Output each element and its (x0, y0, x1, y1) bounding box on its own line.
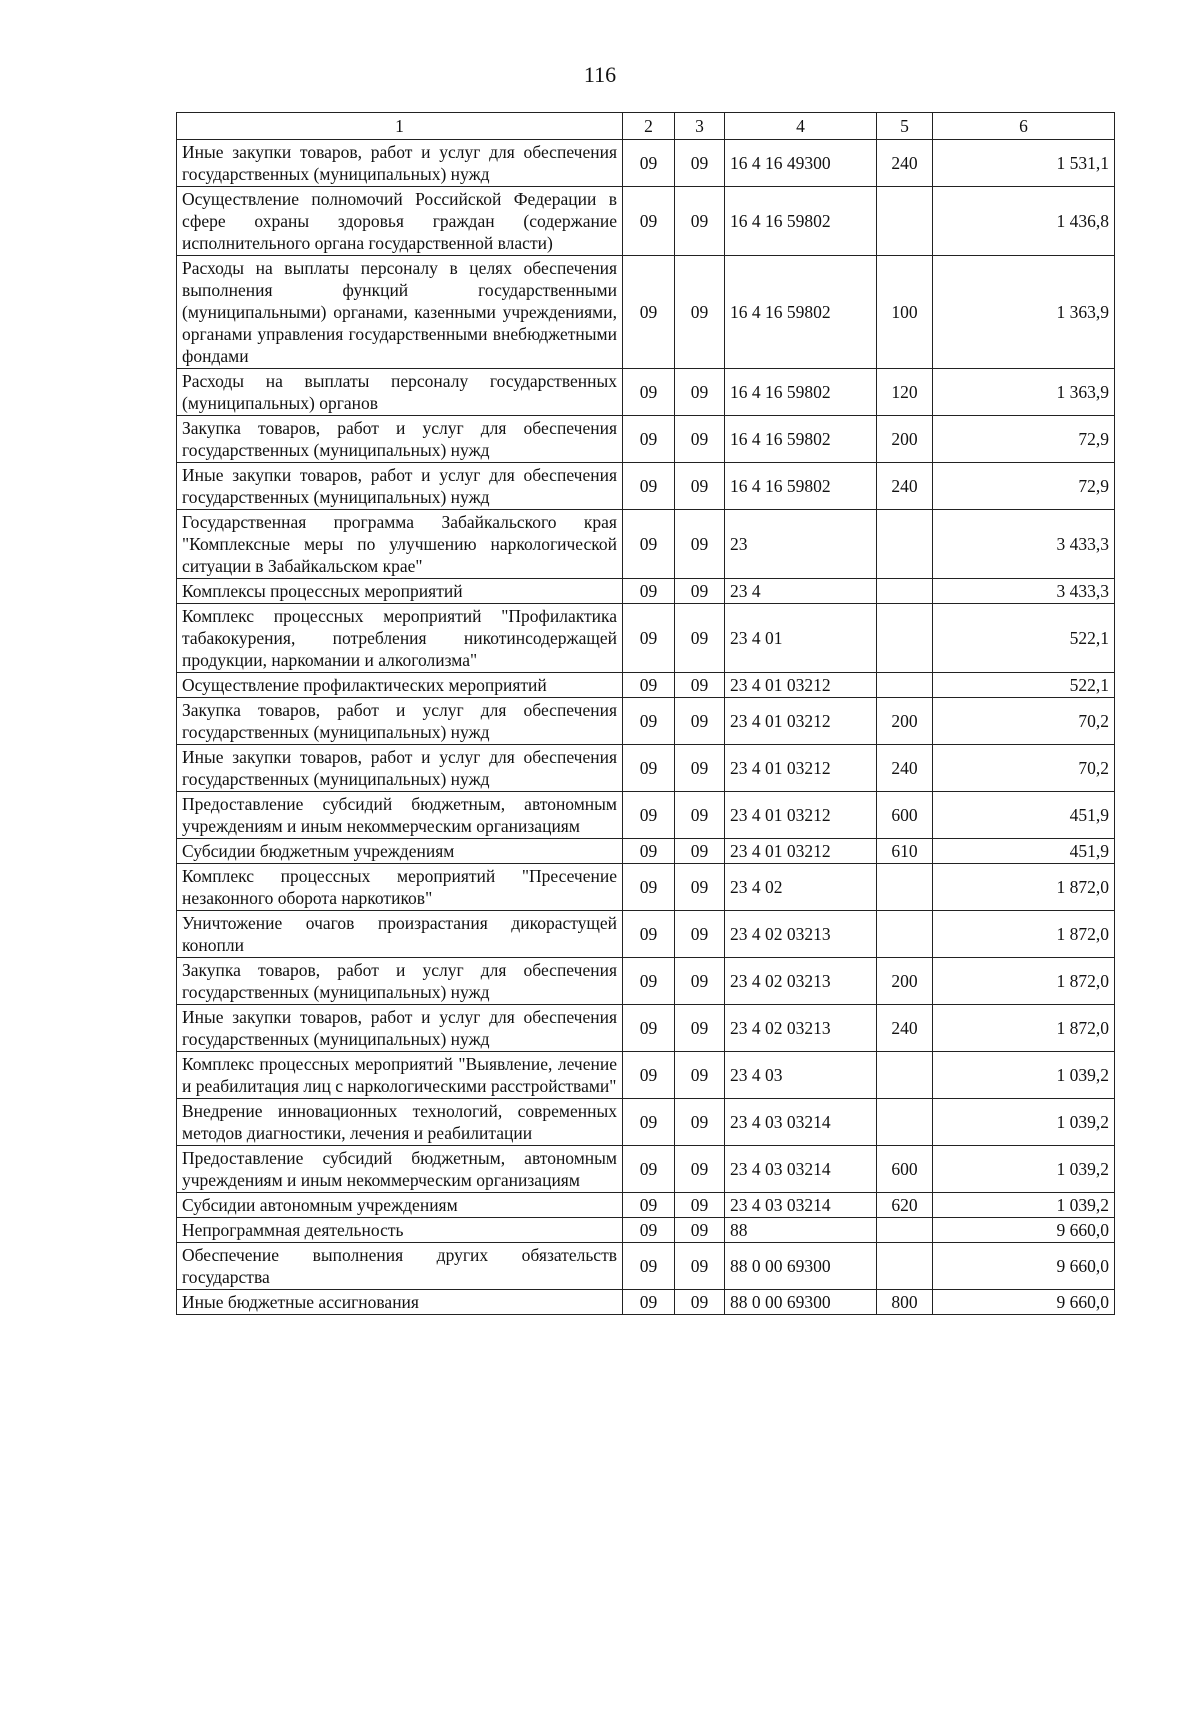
row-expense-type: 800 (877, 1290, 933, 1315)
table-row (177, 140, 1115, 187)
row-section: 09 (623, 745, 675, 792)
table-row (177, 369, 1115, 416)
row-name: Осуществление полномочий Российской Федерации в сфере охраны здоровья граждан (содержание исполнительного органа государственной власти) (177, 187, 623, 256)
row-name: Закупка товаров, работ и услуг для обеспечения государственных (муниципальных) нужд (177, 416, 623, 463)
header-col-6: 6 (933, 113, 1115, 140)
row-amount: 1 363,9 (933, 256, 1115, 369)
row-amount: 72,9 (933, 463, 1115, 510)
row-amount: 1 531,1 (933, 140, 1115, 187)
row-amount: 1 039,2 (933, 1052, 1115, 1099)
row-amount: 1 872,0 (933, 958, 1115, 1005)
row-amount: 1 436,8 (933, 187, 1115, 256)
table-row (177, 864, 1115, 911)
header-col-4: 4 (725, 113, 877, 140)
row-section: 09 (623, 698, 675, 745)
table-row (177, 1290, 1115, 1315)
row-expense-type: 100 (877, 256, 933, 369)
row-target-code: 23 4 01 03212 (725, 745, 877, 792)
row-subsection: 09 (675, 864, 725, 911)
header-col-1: 1 (177, 113, 623, 140)
table-row (177, 673, 1115, 698)
row-expense-type (877, 187, 933, 256)
row-target-code: 23 4 03 03214 (725, 1146, 877, 1193)
row-name: Предоставление субсидий бюджетным, автономным учреждениям и иным некоммерческим организациям (177, 1146, 623, 1193)
row-target-code: 23 4 03 03214 (725, 1193, 877, 1218)
row-section: 09 (623, 1005, 675, 1052)
row-subsection: 09 (675, 698, 725, 745)
row-name: Субсидии автономным учреждениям (177, 1193, 623, 1218)
row-expense-type: 200 (877, 698, 933, 745)
row-amount: 1 872,0 (933, 911, 1115, 958)
row-expense-type: 240 (877, 745, 933, 792)
row-subsection: 09 (675, 1099, 725, 1146)
row-name: Обеспечение выполнения других обязательств государства (177, 1243, 623, 1290)
row-amount: 1 039,2 (933, 1193, 1115, 1218)
row-expense-type: 200 (877, 958, 933, 1005)
row-subsection: 09 (675, 1052, 725, 1099)
row-subsection: 09 (675, 745, 725, 792)
row-subsection: 09 (675, 839, 725, 864)
row-section: 09 (623, 864, 675, 911)
row-section: 09 (623, 673, 675, 698)
row-target-code: 23 4 02 03213 (725, 911, 877, 958)
row-target-code: 23 4 02 (725, 864, 877, 911)
row-section: 09 (623, 1193, 675, 1218)
row-section: 09 (623, 1099, 675, 1146)
row-subsection: 09 (675, 369, 725, 416)
row-target-code: 16 4 16 59802 (725, 416, 877, 463)
row-amount: 451,9 (933, 792, 1115, 839)
row-target-code: 23 4 02 03213 (725, 1005, 877, 1052)
row-name: Непрограммная деятельность (177, 1218, 623, 1243)
row-target-code: 23 4 01 03212 (725, 698, 877, 745)
table-row (177, 1005, 1115, 1052)
table-row (177, 187, 1115, 256)
row-target-code: 16 4 16 59802 (725, 369, 877, 416)
row-name: Комплекс процессных мероприятий "Выявление, лечение и реабилитация лиц с наркологическими расстройствами" (177, 1052, 623, 1099)
row-name: Осуществление профилактических мероприятий (177, 673, 623, 698)
row-subsection: 09 (675, 1243, 725, 1290)
row-expense-type: 600 (877, 792, 933, 839)
row-subsection: 09 (675, 911, 725, 958)
row-subsection: 09 (675, 1218, 725, 1243)
row-section: 09 (623, 1290, 675, 1315)
row-expense-type (877, 1243, 933, 1290)
row-name: Расходы на выплаты персоналу государственных (муниципальных) органов (177, 369, 623, 416)
row-amount: 1 039,2 (933, 1146, 1115, 1193)
row-subsection: 09 (675, 187, 725, 256)
row-subsection: 09 (675, 256, 725, 369)
row-subsection: 09 (675, 958, 725, 1005)
table-row (177, 1099, 1115, 1146)
row-amount: 451,9 (933, 839, 1115, 864)
row-expense-type (877, 1218, 933, 1243)
row-section: 09 (623, 140, 675, 187)
row-subsection: 09 (675, 416, 725, 463)
table-row (177, 416, 1115, 463)
row-subsection: 09 (675, 1290, 725, 1315)
row-target-code: 23 (725, 510, 877, 579)
table-row (177, 510, 1115, 579)
row-target-code: 23 4 01 03212 (725, 839, 877, 864)
header-col-5: 5 (877, 113, 933, 140)
row-expense-type: 240 (877, 463, 933, 510)
header-col-2: 2 (623, 113, 675, 140)
row-expense-type (877, 579, 933, 604)
table-row (177, 1218, 1115, 1243)
row-amount: 1 872,0 (933, 1005, 1115, 1052)
row-subsection: 09 (675, 604, 725, 673)
row-name: Иные закупки товаров, работ и услуг для обеспечения государственных (муниципальных) нужд (177, 1005, 623, 1052)
header-col-3: 3 (675, 113, 725, 140)
row-amount: 9 660,0 (933, 1243, 1115, 1290)
row-target-code: 23 4 02 03213 (725, 958, 877, 1005)
row-section: 09 (623, 463, 675, 510)
row-amount: 70,2 (933, 698, 1115, 745)
row-target-code: 23 4 01 03212 (725, 673, 877, 698)
row-expense-type (877, 911, 933, 958)
row-expense-type (877, 864, 933, 911)
row-section: 09 (623, 369, 675, 416)
row-subsection: 09 (675, 1193, 725, 1218)
table-row (177, 1193, 1115, 1218)
row-name: Комплексы процессных мероприятий (177, 579, 623, 604)
row-expense-type (877, 510, 933, 579)
header-row (177, 113, 1115, 140)
row-section: 09 (623, 604, 675, 673)
row-target-code: 88 0 00 69300 (725, 1290, 877, 1315)
row-name: Закупка товаров, работ и услуг для обеспечения государственных (муниципальных) нужд (177, 958, 623, 1005)
row-name: Закупка товаров, работ и услуг для обеспечения государственных (муниципальных) нужд (177, 698, 623, 745)
table-row (177, 256, 1115, 369)
table-row (177, 463, 1115, 510)
row-section: 09 (623, 1218, 675, 1243)
row-expense-type (877, 1099, 933, 1146)
row-name: Иные закупки товаров, работ и услуг для обеспечения государственных (муниципальных) нужд (177, 140, 623, 187)
table-row (177, 1052, 1115, 1099)
row-amount: 522,1 (933, 673, 1115, 698)
row-target-code: 16 4 16 59802 (725, 187, 877, 256)
table-row (177, 698, 1115, 745)
row-name: Расходы на выплаты персоналу в целях обеспечения выполнения функций государственными (муниципальными) органами, казенными учреждениями, органами управления государственными внебюджетными фондами (177, 256, 623, 369)
row-amount: 1 872,0 (933, 864, 1115, 911)
row-expense-type (877, 1052, 933, 1099)
row-amount: 1 039,2 (933, 1099, 1115, 1146)
row-amount: 70,2 (933, 745, 1115, 792)
page-number: 116 (583, 62, 617, 87)
row-subsection: 09 (675, 1005, 725, 1052)
row-subsection: 09 (675, 1146, 725, 1193)
row-subsection: 09 (675, 792, 725, 839)
row-section: 09 (623, 792, 675, 839)
row-section: 09 (623, 1146, 675, 1193)
row-name: Предоставление субсидий бюджетным, автономным учреждениям и иным некоммерческим организациям (177, 792, 623, 839)
row-name: Комплекс процессных мероприятий "Профилактика табакокурения, потребления никотинсодержащей продукции, наркомании и алкоголизма" (177, 604, 623, 673)
table-row (177, 839, 1115, 864)
table-row (177, 958, 1115, 1005)
row-expense-type: 200 (877, 416, 933, 463)
row-section: 09 (623, 256, 675, 369)
row-subsection: 09 (675, 140, 725, 187)
table-row (177, 911, 1115, 958)
row-expense-type: 240 (877, 1005, 933, 1052)
row-name: Уничтожение очагов произрастания дикорастущей конопли (177, 911, 623, 958)
row-target-code: 16 4 16 59802 (725, 463, 877, 510)
row-section: 09 (623, 839, 675, 864)
row-amount: 9 660,0 (933, 1290, 1115, 1315)
row-section: 09 (623, 958, 675, 1005)
table-row (177, 745, 1115, 792)
row-section: 09 (623, 510, 675, 579)
row-target-code: 23 4 (725, 579, 877, 604)
row-section: 09 (623, 579, 675, 604)
row-target-code: 88 (725, 1218, 877, 1243)
row-name: Иные закупки товаров, работ и услуг для обеспечения государственных (муниципальных) нужд (177, 745, 623, 792)
row-section: 09 (623, 1243, 675, 1290)
table-row (177, 1146, 1115, 1193)
row-section: 09 (623, 1052, 675, 1099)
row-amount: 1 363,9 (933, 369, 1115, 416)
row-target-code: 23 4 01 (725, 604, 877, 673)
row-name: Субсидии бюджетным учреждениям (177, 839, 623, 864)
row-name: Государственная программа Забайкальского края "Комплексные меры по улучшению наркологической ситуации в Забайкальском крае" (177, 510, 623, 579)
table-row (177, 579, 1115, 604)
budget-table (176, 112, 1115, 1315)
table-row (177, 604, 1115, 673)
row-subsection: 09 (675, 579, 725, 604)
row-name: Иные бюджетные ассигнования (177, 1290, 623, 1315)
row-target-code: 23 4 01 03212 (725, 792, 877, 839)
row-target-code: 88 0 00 69300 (725, 1243, 877, 1290)
row-section: 09 (623, 911, 675, 958)
row-name: Комплекс процессных мероприятий "Пресечение незаконного оборота наркотиков" (177, 864, 623, 911)
row-target-code: 23 4 03 (725, 1052, 877, 1099)
row-section: 09 (623, 416, 675, 463)
row-subsection: 09 (675, 510, 725, 579)
row-amount: 9 660,0 (933, 1218, 1115, 1243)
table-row (177, 792, 1115, 839)
row-amount: 522,1 (933, 604, 1115, 673)
row-expense-type: 620 (877, 1193, 933, 1218)
row-amount: 3 433,3 (933, 510, 1115, 579)
row-target-code: 23 4 03 03214 (725, 1099, 877, 1146)
row-expense-type (877, 604, 933, 673)
row-name: Внедрение инновационных технологий, современных методов диагностики, лечения и реабилитации (177, 1099, 623, 1146)
row-amount: 72,9 (933, 416, 1115, 463)
row-expense-type (877, 673, 933, 698)
row-amount: 3 433,3 (933, 579, 1115, 604)
row-section: 09 (623, 187, 675, 256)
row-expense-type: 240 (877, 140, 933, 187)
row-subsection: 09 (675, 673, 725, 698)
row-subsection: 09 (675, 463, 725, 510)
row-target-code: 16 4 16 49300 (725, 140, 877, 187)
row-expense-type: 120 (877, 369, 933, 416)
row-name: Иные закупки товаров, работ и услуг для обеспечения государственных (муниципальных) нужд (177, 463, 623, 510)
row-target-code: 16 4 16 59802 (725, 256, 877, 369)
table-row (177, 1243, 1115, 1290)
row-expense-type: 610 (877, 839, 933, 864)
row-expense-type: 600 (877, 1146, 933, 1193)
